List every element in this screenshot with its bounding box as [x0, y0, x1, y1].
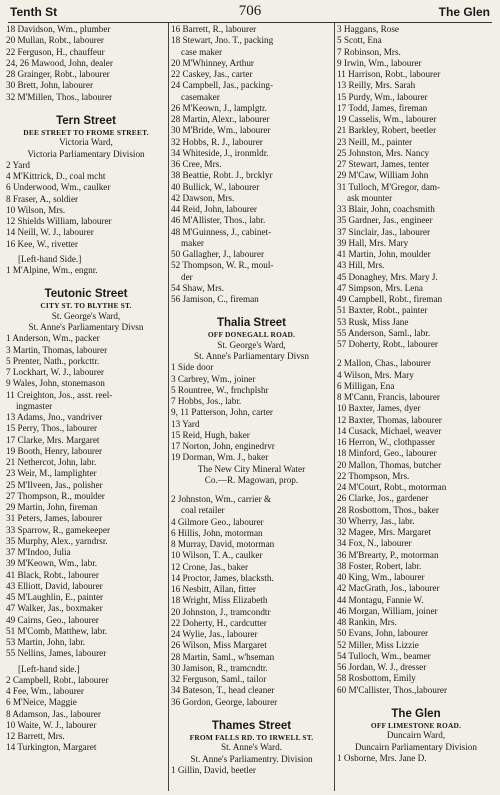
directory-entry: 38 Foster, Robert, labr.: [337, 560, 422, 571]
column-2: [171, 24, 332, 791]
entry-continuation: ask mounter: [347, 192, 393, 203]
directory-entry: 41 Black, Robt., labourer: [6, 569, 99, 580]
directory-entry: 4 Fee, Wm., labourer: [6, 686, 84, 696]
directory-entry: 55 Nellins, James, labourer: [6, 648, 107, 659]
spacer: [171, 708, 332, 716]
directory-entry: 42 MacGrath, Jos., labourer: [337, 583, 440, 594]
directory-entry: 3 Martin, Thomas, labourer: [6, 344, 108, 355]
directory-entry: 25 Johnston, Mrs. Nancy: [337, 147, 430, 158]
directory-entry: 6 Hillis, John, motorman: [171, 527, 263, 538]
street-subheading: DEE STREET TO FROME STREET.: [23, 127, 149, 137]
entry-continuation: case maker: [181, 46, 223, 57]
ward-line: St. Anne's Parliamentry. Division: [190, 753, 313, 764]
directory-entry: 23 Neill, M., painter: [337, 136, 413, 147]
directory-entry: 17 Clarke, Mrs. Margaret: [6, 434, 100, 445]
ward-line: St. Anne's Parliamentary Divsn: [28, 322, 144, 332]
ward-line: Victoria Ward,: [59, 137, 113, 148]
directory-entry: 27 Thompson, R., moulder: [6, 490, 105, 501]
directory-entry: 33 Blair, John, coachsmith: [337, 204, 435, 214]
directory-entry: 2 Yard: [6, 159, 30, 170]
directory-entry: 5 Scott, Ena: [337, 35, 382, 46]
directory-entry: 49 Campbell, Robt., fireman: [337, 294, 443, 304]
directory-entry: 14 Neill, W. J., labourer: [6, 227, 94, 238]
directory-entry: 32 Hobbs, R. J., labourer: [171, 136, 263, 147]
directory-entry: 21 Barkley, Robert, beetler: [337, 125, 437, 136]
directory-entry: 24 Campbell, Jas., packing-: [171, 80, 274, 91]
directory-entry: 4 M'Kittrick, D., coal mcht: [6, 171, 106, 181]
directory-entry: 24, 26 Mawood, John, dealer: [6, 57, 113, 68]
directory-entry: 39 M'Keown, Wm., labr.: [6, 558, 98, 569]
directory-entry: 43 Elliott, David, labourer: [6, 580, 103, 591]
directory-entry: 15 Purdy, Wm., labourer: [337, 91, 428, 102]
directory-entry: 36 M'Brearty, P., motorman: [337, 549, 439, 560]
directory-entry: 13 Adams, Jno., vandriver: [6, 412, 103, 422]
street-subheading: CITY ST. TO BLYTHE ST.: [40, 301, 132, 311]
directory-entry: 6 M'Neice, Maggie: [6, 697, 77, 708]
directory-entry: 8 Adamson, Jas., labourer: [6, 708, 101, 719]
ward-line: Victoria Parliamentary Division: [27, 148, 145, 159]
directory-entry: 9 Wales, John, stonemason: [6, 378, 105, 389]
directory-entry: 16 Kee, W., rivetter: [6, 238, 78, 249]
spacer: [337, 350, 495, 358]
directory-entry: 19 Booth, Henry, labourer: [6, 445, 103, 456]
directory-entry: 18 Wright, Miss Elizabeth: [171, 595, 268, 606]
directory-entry: 11 Harrison, Robt., labourer: [337, 69, 441, 79]
directory-entry: 7 Hobbs, Jos., labr.: [171, 396, 242, 406]
directory-entry: 28 Grainger, Robt., labourer: [6, 69, 110, 79]
directory-entry: 22 Ferguson, H., chauffeur: [6, 46, 105, 57]
ward-line: St. Anne's Ward.: [221, 742, 282, 753]
directory-entry: 35 Gardner, Jas., engineer: [337, 215, 433, 226]
directory-entry: 32 Magee, Mrs. Margaret: [337, 527, 431, 537]
directory-entry: 1 Side door: [171, 362, 214, 373]
directory-entry: 52 Thompson, W. R., moul-: [171, 260, 274, 271]
directory-entry: 22 Thompson, Mrs.: [337, 470, 410, 481]
spacer: [171, 486, 332, 494]
street-heading: The Glen: [391, 707, 441, 720]
column-3: [337, 24, 495, 791]
directory-entry: 39 Hall, Mrs. Mary: [337, 237, 409, 248]
directory-entry: 43 Hill, Mrs.: [337, 260, 385, 271]
street-subheading: FROM FALLS RD. TO IRWELL ST.: [189, 732, 314, 742]
directory-entry: 30 Wherry, Jas., labr.: [337, 515, 415, 526]
directory-entry: 2 Johnston, Wm., carrier &: [171, 494, 272, 504]
entry-continuation: maker: [181, 237, 204, 248]
directory-entry: 12 Shields William, labourer: [6, 216, 112, 226]
directory-entry: 1 Osborne, Mrs. Jane D.: [337, 752, 427, 763]
directory-entry: 34 Whiteside, J., ironmldr.: [171, 147, 269, 158]
directory-entry: 16 Barrett, R., labourer: [171, 24, 257, 34]
directory-entry: 7 Robinson, Mrs.: [337, 46, 401, 57]
directory-entry: 3 Carbrey, Wm., joiner: [171, 373, 256, 384]
directory-entry: 54 Tulloch, Wm., beamer: [337, 650, 431, 661]
directory-entry: 12 Crone, Jas., baker: [171, 561, 249, 572]
directory-entry: 18 Davidson, Wm., plumber: [6, 24, 111, 34]
directory-entry: 36 Cree, Mrs.: [171, 159, 222, 169]
directory-entry: 44 Montagu, Fannie W.: [337, 594, 424, 605]
directory-entry: 41 Martin, John, moulder: [337, 249, 431, 259]
directory-entry: 54 Shaw, Mrs.: [171, 282, 224, 293]
directory-entry: 38 Beattie, Robt. J., brcklyr: [171, 170, 273, 181]
directory-entry: 28 Rosbottom, Thos., baker: [337, 504, 439, 515]
directory-entry: 33 Sparrow, R., gamekeeper: [6, 524, 111, 535]
spacer: [171, 305, 332, 313]
ward-line: Co.—R. Magowan, prop.: [204, 474, 299, 485]
directory-entry: 51 Baxter, Robt., painter: [337, 305, 428, 316]
directory-entry: 1 M'Alpine, Wm., engnr.: [6, 265, 98, 275]
directory-entry: 14 Proctor, James, blacksth.: [171, 572, 274, 583]
directory-entry: 2 Campbell, Robt., labourer: [6, 674, 109, 685]
directory-entry: 6 Milligan, Ena: [337, 380, 395, 391]
directory-entry: 31 Tulloch, M'Gregor, dam-: [337, 181, 441, 192]
column-divider: [168, 23, 169, 791]
directory-entry: 12 Barrett, Mrs.: [6, 731, 65, 741]
directory-entry: 22 Doherty, H., cardcutter: [171, 617, 267, 628]
directory-entry: 34 Fox, N., labourer: [337, 538, 412, 549]
directory-entry: 19 Casselis, Wm., labourer: [337, 114, 437, 124]
directory-entry: 24 M'Court, Robt., motorman: [337, 482, 447, 492]
street-heading: Thalia Street: [216, 317, 287, 330]
street-heading: Thames Street: [211, 719, 292, 732]
directory-entry: 5 Prenter, Nath., porkcttr.: [6, 355, 100, 366]
directory-entry: 21 Nethercot, John, labr.: [6, 457, 97, 467]
directory-entry: 36 Gordon, George, labourer: [171, 696, 278, 707]
directory-entry: 57 Doherty, Robt., labourer: [337, 339, 438, 349]
directory-entry: 20 M'Whinney, Arthur: [171, 57, 254, 68]
directory-entry: 22 Caskey, Jas., carter: [171, 69, 253, 79]
directory-entry: 15 Reid, Hugh, baker: [171, 429, 250, 440]
side-note: [Left-hand side.]: [18, 663, 80, 674]
directory-entry: 53 Martin, John, labr.: [6, 637, 86, 647]
directory-entry: 10 Waite, W. J., labourer: [6, 719, 97, 730]
entry-continuation: der: [181, 271, 193, 282]
directory-entry: 24 Wylie, Jas., labourer: [171, 629, 258, 639]
directory-entry: 50 Evans, John, labourer: [337, 628, 429, 639]
directory-entry: 26 M'Keown, J., lamplgtr.: [171, 102, 267, 113]
ward-line: Duncairn Parliamentary Division: [355, 741, 477, 752]
directory-entry: 44 Reid, John, labourer: [171, 204, 257, 214]
directory-entry: 45 Donaghey, Mrs. Mary J.: [337, 271, 438, 282]
directory-entry: 30 M'Bride, Wm., labourer: [171, 125, 271, 136]
directory-entry: 15 Perry, Thos., labourer: [6, 423, 98, 434]
directory-entry: 1 Anderson, Wm., packer: [6, 333, 100, 344]
directory-entry: 42 Dawson, Mrs.: [171, 192, 235, 203]
directory-entry: 48 M'Guinness, J., cabinet-: [171, 226, 272, 237]
ward-line: Duncairn Ward,: [386, 730, 446, 741]
directory-entry: 29 M'Caw, William John: [337, 170, 429, 181]
directory-entry: 47 Simpson, Mrs. Lena: [337, 282, 424, 293]
directory-entry: 31 Peters, James, labourer: [6, 513, 103, 524]
directory-entry: 56 Jordan, W. J., dresser: [337, 662, 427, 672]
directory-entry: 4 Gilmore Geo., labourer: [171, 516, 264, 527]
directory-entry: 1 Gillin, David, beetler: [171, 764, 256, 775]
directory-entry: 7 Lockhart, W. J., labourer: [6, 367, 104, 377]
directory-entry: 2 Mallon, Chas., labourer: [337, 358, 431, 369]
column-divider: [334, 23, 335, 791]
directory-entry: 10 Wilson, T. A., caulker: [171, 550, 263, 561]
directory-entry: 23 Weir, M., lamplighter: [6, 468, 97, 479]
directory-entry: 28 Martin, Saml., w'hseman: [171, 651, 275, 662]
spacer: [6, 103, 166, 111]
directory-entry: 10 Baxter, James, dyer: [337, 403, 421, 414]
directory-entry: 18 Minford, Geo., labourer: [337, 448, 437, 459]
directory-entry: 27 Stewart, James, tenter: [337, 159, 430, 169]
ward-line: The New City Mineral Water: [197, 463, 306, 474]
street-subheading: OFF DONEGALL ROAD.: [207, 330, 296, 340]
spacer: [6, 276, 166, 284]
directory-entry: 9, 11 Patterson, John, carter: [171, 407, 273, 418]
directory-entry: 53 Rusk, Miss Jane: [337, 316, 409, 327]
directory-entry: 25 M'Ilveen, Jas., polisher: [6, 479, 103, 490]
directory-entry: 14 Cusack, Michael, weaver: [337, 425, 442, 436]
directory-entry: 8 Murray, David, motorman: [171, 539, 275, 549]
directory-entry: 28 Martin, Alexr., labourer: [171, 114, 270, 124]
ward-line: St. Anne's Parliamentary Divsn: [194, 351, 309, 361]
directory-entry: 13 Reilly, Mrs. Sarah: [337, 80, 416, 91]
directory-entry: 26 Clarke, Jos., gardener: [337, 493, 429, 504]
directory-entry: 30 Brett, John, labourer: [6, 80, 94, 91]
directory-entry: 20 Mallon, Thomas, butcher: [337, 459, 442, 470]
spacer: [337, 696, 495, 704]
entry-continuation: casemaker: [181, 91, 220, 102]
directory-entry: 51 M'Comb, Matthew, labr.: [6, 625, 108, 636]
directory-entry: 14 Turkington, Margaret: [6, 742, 97, 753]
header-rule: [8, 22, 492, 23]
directory-entry: 45 M'Laughlin, E., painter: [6, 592, 104, 602]
directory-entry: 6 Underwood, Wm., caulker: [6, 182, 111, 193]
directory-entry: 50 Gallagher, J., labourer: [171, 249, 265, 259]
side-note: [Left-hand Side.]: [18, 253, 82, 264]
directory-entry: 60 M'Callister, Thos.,labourer: [337, 684, 448, 695]
ward-line: St. George's Ward,: [217, 339, 286, 350]
directory-entry: 55 Anderson, Saml., labr.: [337, 327, 431, 338]
directory-entry: 52 Miller, Miss Lizzie: [337, 639, 419, 650]
directory-entry: 20 Johnston, J., tramcondtr: [171, 606, 271, 617]
directory-entry: 10 Wilson, Mrs.: [6, 204, 66, 215]
directory-entry: 37 Sinclair, Jas., labourer: [337, 226, 431, 237]
page-header: [0, 3, 500, 21]
directory-entry: 32 Ferguson, Saml., tailor: [171, 674, 267, 684]
directory-entry: 48 Rankin, Mrs.: [337, 617, 397, 627]
street-heading: Tern Street: [56, 114, 116, 127]
directory-entry: 18 Stewart, Jno. T., packing: [171, 35, 274, 46]
directory-entry: 56 Jamison, C., fireman: [171, 294, 259, 304]
entry-continuation: coal retailer: [181, 505, 225, 516]
directory-entry: 32 M'Millen, Thos., labourer: [6, 91, 113, 102]
column-1: [6, 24, 166, 791]
directory-entry: 58 Rosbottom, Emily: [337, 673, 416, 684]
directory-entry: 47 Walker, Jas., boxmaker: [6, 603, 103, 614]
directory-entry: 29 Martin, John, fireman: [6, 502, 98, 512]
directory-entry: 4 Wilson, Mrs. Mary: [337, 369, 414, 380]
directory-entry: 37 M'Indoo, Julia: [6, 547, 71, 557]
directory-entry: 17 Norton, John, enginedrvr: [171, 441, 275, 451]
directory-entry: 16 Nesbitt, Allan, fitter: [171, 584, 256, 594]
directory-entry: 8 Fraser, A., soldier: [6, 193, 79, 204]
directory-entry: 34 Bateson, T., head cleaner: [171, 685, 275, 696]
directory-entry: 5 Rountree, W., frnchplshr: [171, 384, 269, 395]
directory-entry: 20 Mullan, Robt., labourer: [6, 35, 104, 46]
ward-line: St. George's Ward,: [51, 310, 121, 321]
directory-entry: 35 Murphy, Alex., yarndrsr.: [6, 535, 108, 546]
directory-entry: 19 Dorman, Wm. J., baker: [171, 452, 269, 463]
directory-entry: 30 Jamison, R., tramcndtr.: [171, 662, 268, 673]
entry-continuation: ingmaster: [16, 400, 53, 411]
page-number: 706: [238, 3, 262, 19]
directory-entry: 8 M'Cann, Francis, labourer: [337, 392, 440, 402]
directory-entry: 49 Cairns, Geo., labourer: [6, 614, 99, 625]
directory-entry: 40 King, Wm., labourer: [337, 572, 425, 582]
street-subheading: OFF LIMESTONE ROAD.: [370, 720, 462, 730]
header-right-street: The Glen: [438, 5, 490, 19]
directory-entry: 13 Yard: [171, 418, 200, 429]
directory-entry: 26 Wilson, Miss Margaret: [171, 640, 267, 651]
directory-entry: 46 M'Allister, Thos., labr.: [171, 215, 266, 226]
directory-entry: 3 Haggans, Rose: [337, 24, 400, 34]
directory-entry: 40 Bullick, W., labourer: [171, 181, 260, 192]
directory-entry: 16 Herron, W., clothpasser: [337, 437, 435, 447]
directory-entry: 9 Irwin, Wm., labourer: [337, 57, 422, 68]
directory-entry: 46 Morgan, William, joiner: [337, 605, 438, 616]
directory-entry: 11 Creighton, Jos., asst. reel-: [6, 389, 113, 400]
street-heading: Teutonic Street: [44, 288, 128, 301]
header-left-street: Tenth St: [10, 5, 58, 19]
directory-entry: 17 Todd, James, fireman: [337, 102, 428, 113]
directory-entry: 12 Baxter, Thomas, labourer: [337, 414, 442, 425]
